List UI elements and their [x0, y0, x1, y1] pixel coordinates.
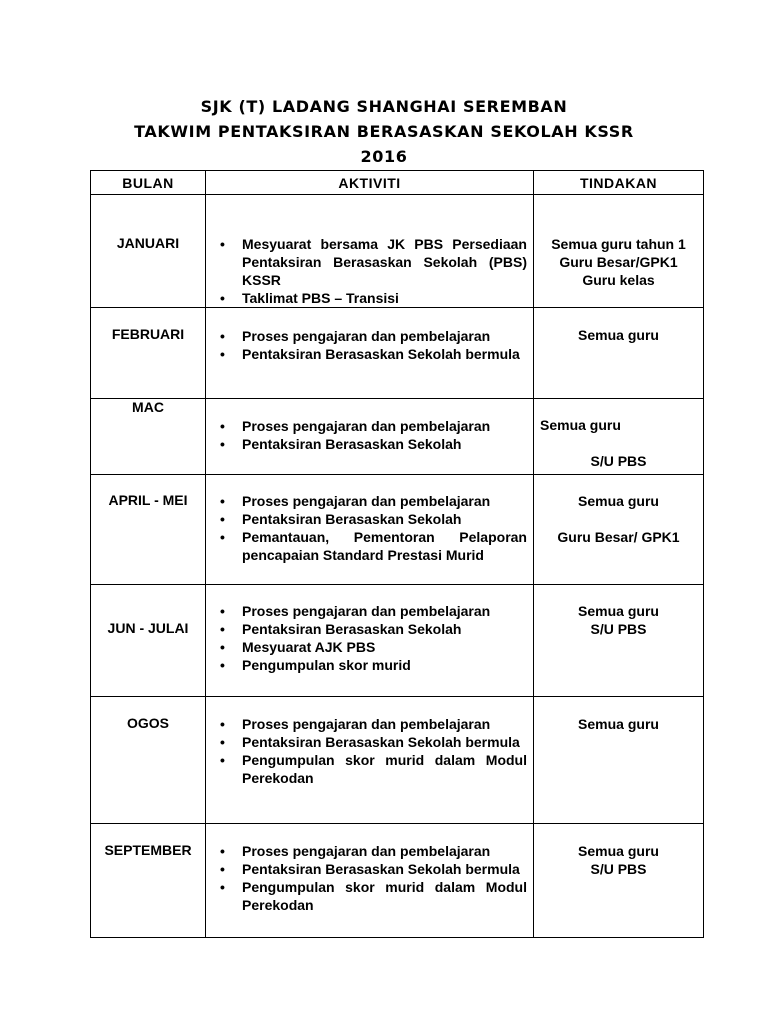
table-row: [91, 399, 704, 475]
list-item: • Pengumpulan skor murid dalam Modul Perekodan: [212, 751, 527, 787]
table-row: [91, 195, 704, 308]
table-row: [91, 308, 704, 399]
list-item: • Proses pengajaran dan pembelajaran: [212, 492, 527, 510]
list-item: • Pentaksiran Berasaskan Sekolah bermula: [212, 860, 527, 878]
list-item: • Pemantauan, Pementoran Pelaporan pencapaian Standard Prestasi Murid: [212, 528, 527, 564]
tindakan-cell: [534, 399, 704, 475]
column-header-tindakan: TINDAKAN: [534, 171, 704, 195]
bulan-cell: JANUARI: [91, 195, 206, 308]
document-title: TAKWIM PENTAKSIRAN BERASASKAN SEKOLAH KSSR: [134, 122, 634, 141]
list-item: • Pengumpulan skor murid: [212, 656, 527, 674]
bulan-cell: MAC: [91, 399, 206, 475]
aktiviti-cell: [206, 475, 534, 585]
tindakan-line: Semua guru: [578, 327, 659, 343]
aktiviti-list: [212, 492, 527, 564]
aktiviti-list: [212, 235, 527, 307]
tindakan-cell: [534, 308, 704, 399]
tindakan-line: Semua guru: [578, 493, 659, 509]
tindakan-cell: [534, 824, 704, 938]
tindakan-line: Guru Besar/ GPK1: [557, 529, 680, 545]
list-item: • Pentaksiran Berasaskan Sekolah: [212, 435, 527, 453]
aktiviti-list: [212, 842, 527, 914]
table-row: [91, 475, 704, 585]
tindakan-line: Guru kelas: [582, 272, 655, 288]
tindakan-line: Semua guru: [540, 417, 621, 433]
tindakan-cell: [534, 195, 704, 308]
table-row: [91, 824, 704, 938]
table-row: [91, 697, 704, 824]
list-item: • Pentaksiran Berasaskan Sekolah bermula: [212, 733, 527, 751]
aktiviti-cell: [206, 585, 534, 697]
bulan-cell: JUN - JULAI: [91, 585, 206, 697]
bulan-cell: APRIL - MEI: [91, 475, 206, 585]
list-item: • Proses pengajaran dan pembelajaran: [212, 417, 527, 435]
tindakan-line: S/U PBS: [590, 453, 647, 469]
tindakan-line: S/U PBS: [590, 861, 647, 877]
column-header-aktiviti: AKTIVITI: [206, 171, 534, 195]
list-item: • Proses pengajaran dan pembelajaran: [212, 715, 527, 733]
tindakan-line: Semua guru: [578, 843, 659, 859]
tindakan-cell: [534, 697, 704, 824]
tindakan-cell: [534, 475, 704, 585]
aktiviti-list: [212, 715, 527, 787]
aktiviti-cell: [206, 399, 534, 475]
aktiviti-list: [212, 327, 527, 363]
list-item: • Pengumpulan skor murid dalam Modul Perekodan: [212, 878, 527, 914]
table-header-row: [91, 171, 704, 195]
list-item: • Pentaksiran Berasaskan Sekolah: [212, 510, 527, 528]
document-year: 2016: [360, 147, 408, 166]
list-item: • Mesyuarat AJK PBS: [212, 638, 527, 656]
aktiviti-list: [212, 602, 527, 674]
aktiviti-cell: [206, 824, 534, 938]
takwim-table: [90, 170, 704, 938]
list-item: • Pentaksiran Berasaskan Sekolah: [212, 620, 527, 638]
list-item: • Proses pengajaran dan pembelajaran: [212, 842, 527, 860]
bulan-cell: SEPTEMBER: [91, 824, 206, 938]
school-name: SJK (T) LADANG SHANGHAI SEREMBAN: [200, 97, 568, 116]
list-item: • Taklimat PBS – Transisi: [212, 289, 527, 307]
aktiviti-cell: [206, 195, 534, 308]
tindakan-line: Semua guru tahun 1: [551, 236, 686, 252]
list-item: • Proses pengajaran dan pembelajaran: [212, 327, 527, 345]
tindakan-line: Semua guru: [578, 716, 659, 732]
bulan-cell: FEBRUARI: [91, 308, 206, 399]
tindakan-line: Guru Besar/GPK1: [559, 254, 678, 270]
aktiviti-cell: [206, 308, 534, 399]
tindakan-line: Semua guru: [578, 603, 659, 619]
list-item: • Mesyuarat bersama JK PBS Persediaan Pentaksiran Berasaskan Sekolah (PBS) KSSR: [212, 235, 527, 289]
tindakan-cell: [534, 585, 704, 697]
document-header: [0, 94, 768, 169]
column-header-bulan: BULAN: [91, 171, 206, 195]
aktiviti-list: [212, 417, 527, 453]
table-row: [91, 585, 704, 697]
list-item: • Pentaksiran Berasaskan Sekolah bermula: [212, 345, 527, 363]
bulan-cell: OGOS: [91, 697, 206, 824]
tindakan-line: S/U PBS: [590, 621, 647, 637]
list-item: • Proses pengajaran dan pembelajaran: [212, 602, 527, 620]
aktiviti-cell: [206, 697, 534, 824]
